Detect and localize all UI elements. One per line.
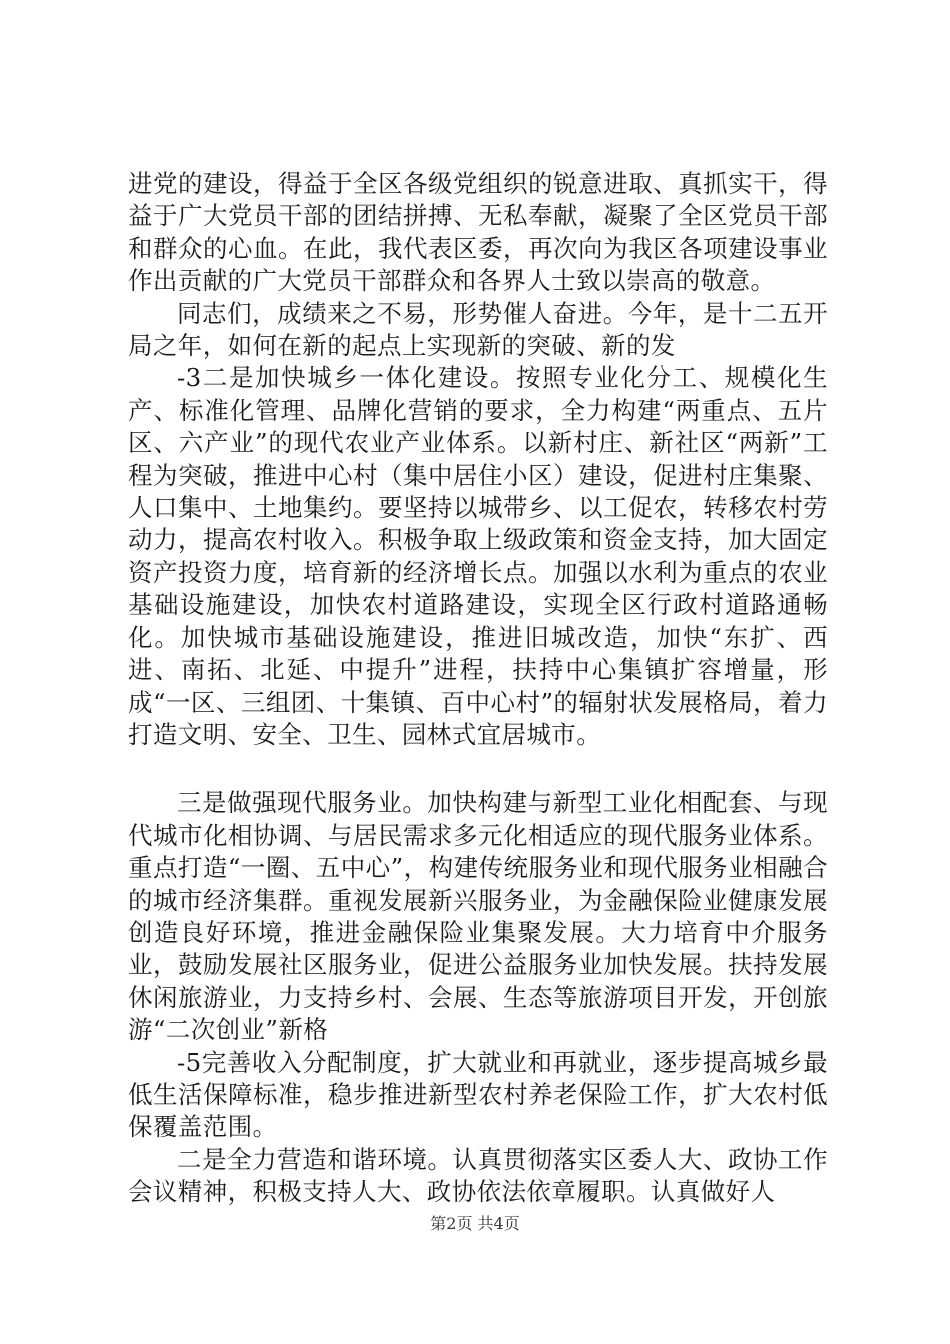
paragraph-income-distribution: -5完善收入分配制度，扩大就业和再就业，逐步提高城乡最低生活保障标准，稳步推进新型农村养老保险工作，扩大农村低保覆盖范围。 xyxy=(128,1047,828,1142)
paragraph-modern-services: 三是做强现代服务业。加快构建与新型工业化相配套、与现代城市化相协调、与居民需求多元化相适应的现代服务业体系。重点打造“一圈、五中心”，构建传统服务业和现代服务业相融合的城市经济集群。重视发展新兴服务业，为金融保险业健康发展创造良好环境，推进金融保险业集聚发展。大力培育中介服务业，鼓励发展社区服务业，促进公益服务业加快发展。扶持发展休闲旅游业，力支持乡村、会展、生态等旅游项目开发，开创旅游“二次创业”新格 xyxy=(128,788,828,1045)
page-number: 第2页 共4页 xyxy=(430,1214,520,1233)
document-body xyxy=(128,168,828,1209)
paragraph-harmonious-environment: 二是全力营造和谐环境。认真贯彻落实区委人大、政协工作会议精神，积极支持人大、政协依法依章履职。认真做好人 xyxy=(128,1144,828,1207)
paragraph-comrades: 同志们，成绩来之不易，形势催人奋进。今年，是十二五开局之年，如何在新的起点上实现新的突破、新的发 xyxy=(128,298,828,361)
paragraph-urban-rural-integration: -3二是加快城乡一体化建设。按照专业化分工、规模化生产、标准化管理、品牌化营销的要求，全力构建“两重点、五片区、六产业”的现代农业产业体系。以新村庄、新社区“两新”工程为突破，推进中心村（集中居住小区）建设，促进村庄集聚、人口集中、土地集约。要坚持以城带乡、以工促农，转移农村劳动力，提高农村收入。积极争取上级政策和资金支持，加大固定资产投资力度，培育新的经济增长点。加强以水利为重点的农业基础设施建设，加快农村道路建设，实现全区行政村道路通畅化。加快城市基础设施建设，推进旧城改造，加快“东扩、西进、南拓、北延、中提升”进程，扶持中心集镇扩容增量，形成“一区、三组团、十集镇、百中心村”的辐射状发展格局，着力打造文明、安全、卫生、园林式宜居城市。 xyxy=(128,363,828,749)
paragraph-party-building: 进党的建设，得益于全区各级党组织的锐意进取、真抓实干，得益于广大党员干部的团结拼搏、无私奉献，凝聚了全区党员干部和群众的心血。在此，我代表区委，再次向为我区各项建设事业作出贡献的广大党员干部群众和各界人士致以崇高的敬意。 xyxy=(128,169,828,296)
